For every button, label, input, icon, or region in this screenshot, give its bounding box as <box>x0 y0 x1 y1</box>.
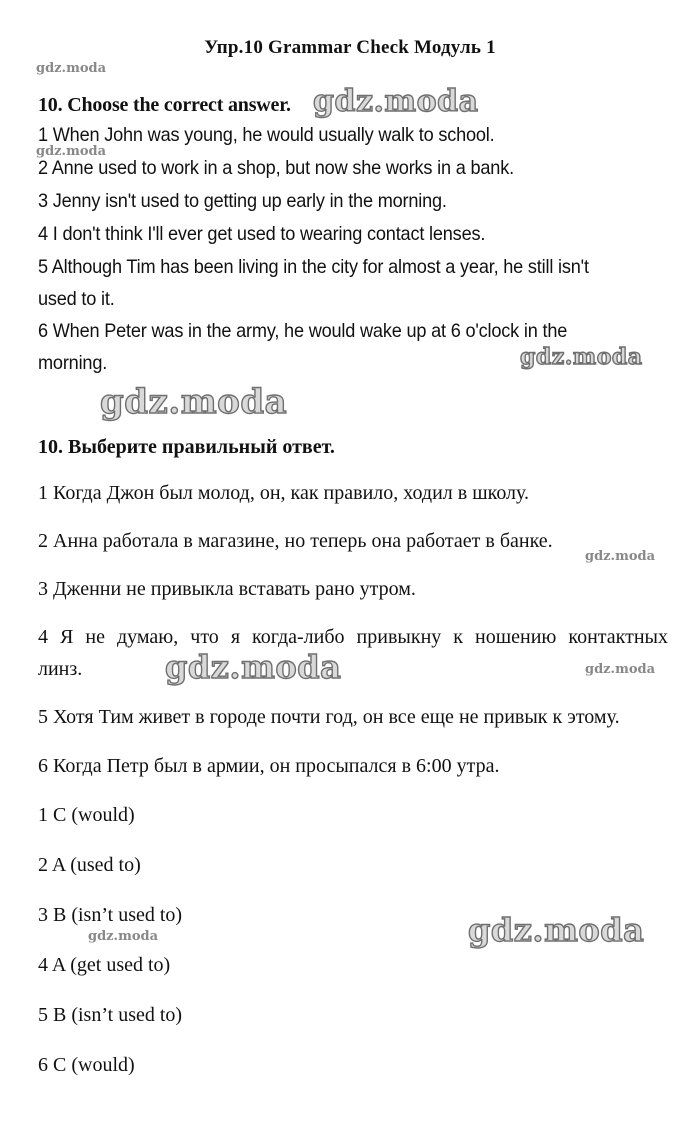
english-item-continued: morning. <box>38 352 108 374</box>
page-title: Упр.10 Grammar Check Модуль 1 <box>204 37 496 58</box>
russian-heading: 10. Выберите правильный ответ. <box>38 436 335 458</box>
watermark: gdz.moda <box>36 61 107 76</box>
english-item: 6 When Peter was in the army, he would wake up at 6 o'clock in the <box>38 320 568 342</box>
english-item: 1 When John was young, he would usually walk to school. <box>38 124 495 146</box>
english-item: 4 I don't think I'll ever get used to wearing contact lenses. <box>38 223 486 245</box>
answer-item: 4 A (get used to) <box>38 954 171 976</box>
answer-item: 5 B (isn’t used to) <box>38 1004 183 1026</box>
watermark: gdz.moda <box>468 911 645 949</box>
answer-item: 2 A (used to) <box>38 854 141 876</box>
watermark: gdz.moda <box>100 382 288 422</box>
watermark: gdz.moda <box>585 549 656 564</box>
answer-item: 6 C (would) <box>38 1054 135 1076</box>
watermark: gdz.moda <box>165 648 342 686</box>
russian-item: 2 Анна работала в магазине, но теперь она работает в банке. <box>38 530 553 552</box>
russian-item: 3 Дженни не привыкла вставать рано утром. <box>38 578 416 600</box>
russian-item: 4 Я не думаю, что я когда-либо привыкну к ношению контактных <box>38 626 668 648</box>
russian-item: 1 Когда Джон был молод, он, как правило, ходил в школу. <box>38 482 530 504</box>
english-item: 5 Although Tim has been living in the city for almost a year, he still isn't <box>38 256 589 278</box>
answer-item: 3 B (isn’t used to) <box>38 904 183 926</box>
english-item: 2 Anne used to work in a shop, but now she works in a bank. <box>38 157 514 179</box>
watermark: gdz.moda <box>520 344 643 370</box>
english-item: 3 Jenny isn't used to getting up early in the morning. <box>38 190 447 212</box>
watermark: gdz.moda <box>36 144 107 159</box>
watermark: gdz.moda <box>585 662 656 677</box>
watermark: gdz.moda <box>88 929 159 944</box>
english-heading: 10. Choose the correct answer. <box>38 94 291 116</box>
english-item-continued: used to it. <box>38 288 115 310</box>
russian-item: 6 Когда Петр был в армии, он просыпался в 6:00 утра. <box>38 755 500 777</box>
russian-item: 5 Хотя Тим живет в городе почти год, он все еще не привык к этому. <box>38 706 620 728</box>
answer-item: 1 C (would) <box>38 804 135 826</box>
watermark: gdz.moda <box>313 84 479 119</box>
russian-item-continued: линз. <box>38 658 83 680</box>
